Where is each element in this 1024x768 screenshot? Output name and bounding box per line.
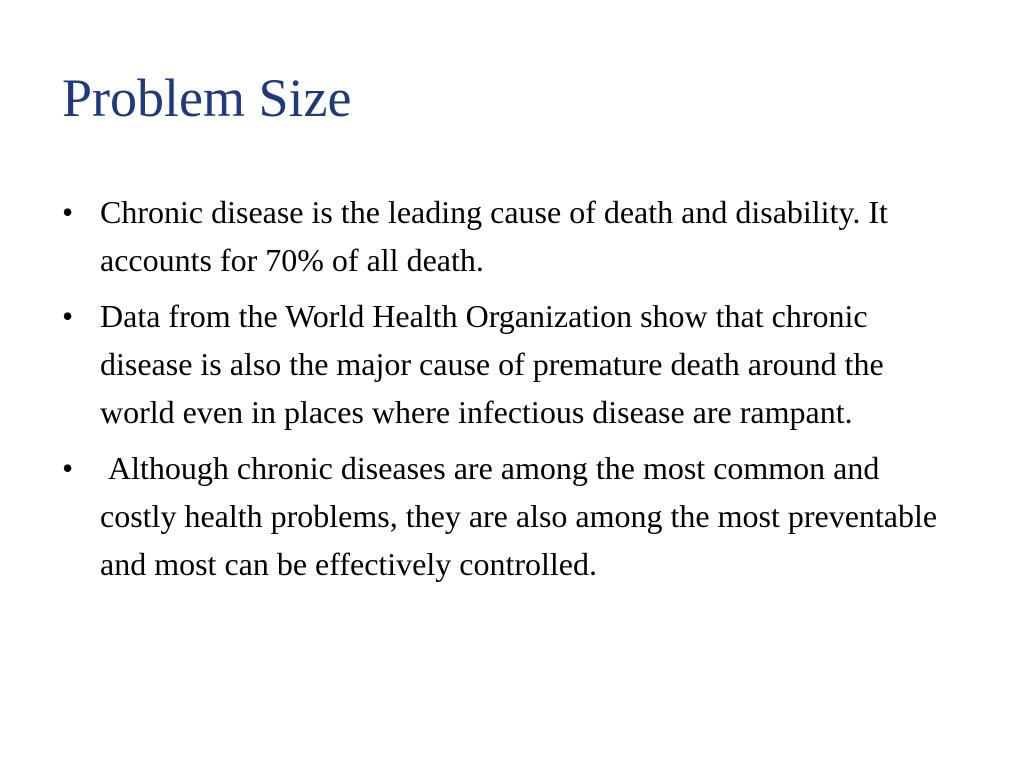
bullet-icon: •: [62, 298, 74, 334]
bullet-text: Although chronic diseases are among the most common and costly health problems, they are also among the most preventable and most can be effectively controlled.: [100, 450, 946, 582]
bullet-icon: •: [62, 194, 74, 230]
bullet-item: [62, 292, 962, 436]
bullet-text: Chronic disease is the leading cause of death and disability. It accounts for 70% of all death.: [100, 194, 896, 278]
bullet-icon: •: [62, 450, 74, 486]
bullet-item: [62, 188, 962, 284]
slide-title: Problem Size: [62, 68, 352, 128]
bullet-text: Data from the World Health Organization show that chronic disease is also the major cause of premature death around the world even in places where infectious disease are rampant.: [100, 298, 892, 430]
bullet-list: [62, 188, 962, 596]
bullet-item: [62, 444, 962, 588]
